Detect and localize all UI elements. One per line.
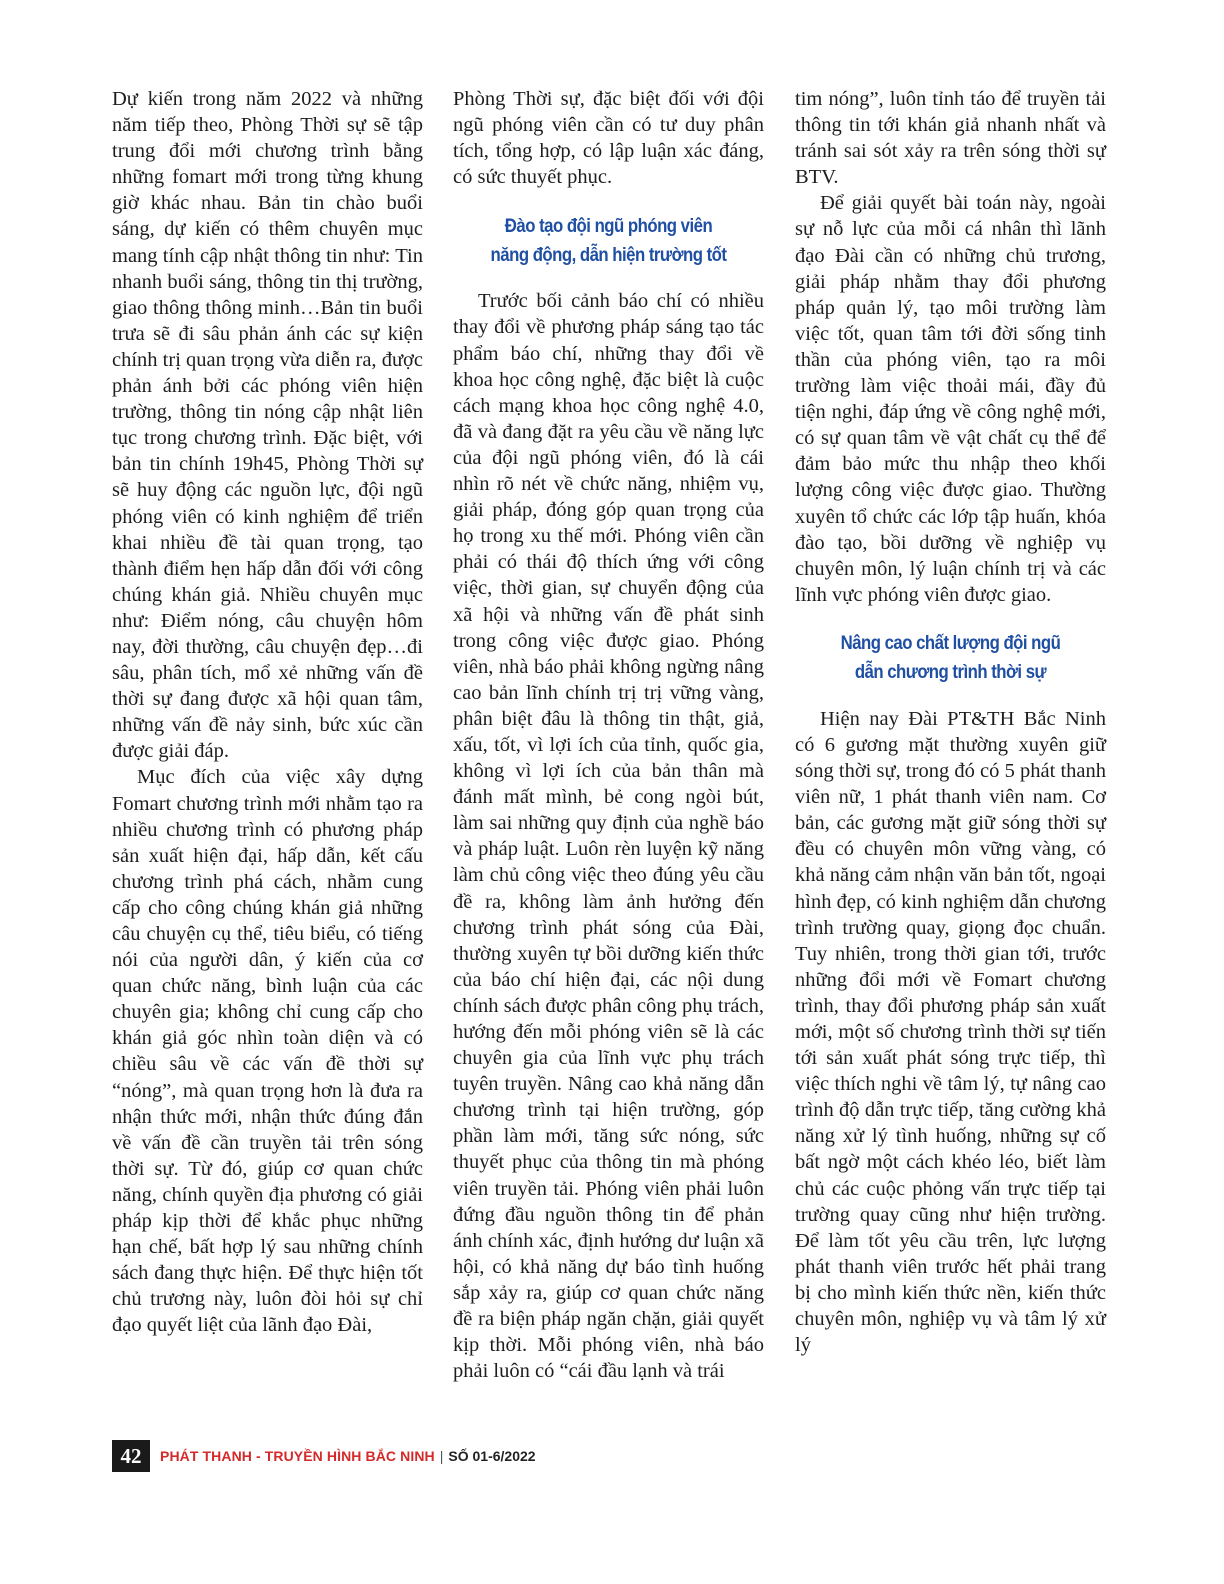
paragraph: tim nóng”, luôn tỉnh táo để truyền tải thông tin tới khán giả nhanh nhất và tránh sai sót xảy ra trên sóng thời sự BTV.: [795, 88, 1106, 189]
page-number: 42: [112, 1440, 150, 1472]
magazine-title: PHÁT THANH - TRUYỀN HÌNH BẮC NINH: [160, 1448, 435, 1464]
paragraph: Trước bối cảnh báo chí có nhiều thay đổi về phương pháp sáng tạo tác phẩm báo chí, những thay đổi về khoa học công nghệ, đặc biệt là cuộc cách mạng khoa học công nghệ 4.0, đã và đang đặt ra yêu cầu về năng lực của đội ngũ phóng viên, đó là cái nhìn rõ nét về chức năng, nhiệm vụ, giải pháp, đóng góp quan trọng của họ trong xu thế mới. Phóng viên cần phải có thái độ thích ứng với công việc, thời gian, sự chuyển động của xã hội và những vấn đề phát sinh trong công việc được giao. Phóng viên, nhà báo phải không ngừng nâng cao bản lĩnh chính trị trị vững vàng, phân biệt đâu là thông tin thật, giả, xấu, tốt, vì lợi ích của tỉnh, quốc gia, không vì lợi ích của bản thân mà đánh mất mình, bẻ cong ngòi bút, làm sai những quy định của nghề báo và pháp luật. Luôn rèn luyện kỹ năng làm chủ công việc theo đúng yêu cầu đề ra, không làm ảnh hưởng đến chương trình phát sóng của Đài, thường xuyên tự bồi dưỡng kiến thức của báo chí hiện đại, các nội dung chính sách được phân công phụ trách, hướng đến mỗi phóng viên sẽ là các chuyên gia của lĩnh vực phụ trách tuyên truyền. Nâng cao khả năng dẫn chương trình tại hiện trường, góp phần làm mới, tăng sức nóng, sức thuyết phục của thông tin mà phóng viên truyền tải. Phóng viên phải luôn đứng đầu nguồn thông tin để phản ánh chính xác, định hướng dư luận xã hội, có khả năng dự báo tình huống sắp xảy ra, giúp cơ quan chức năng đề ra biện pháp ngăn chặn, giải quyết kịp thời. Mỗi phóng viên, nhà báo phải luôn có “cái đầu lạnh và trái: [453, 290, 764, 1383]
section-heading-line: dẫn chương trình thời sự: [854, 660, 1047, 683]
section-heading-line: năng động, dẫn hiện trường tốt: [490, 244, 727, 267]
paragraph: Dự kiến trong năm 2022 và những năm tiếp theo, Phòng Thời sự sẽ tập trung đổi mới chương trình bằng những fomart mới trong từng khung giờ khác nhau. Bản tin chào buổi sáng, dự kiến có thêm chuyên mục mang tính cập nhật thông tin như: Tin nhanh buổi sáng, thông tin thị trường, giao thông thông minh…Bản tin buổi trưa sẽ đi sâu phản ánh các sự kiện chính trị quan trọng vừa diễn ra, được phản ánh bởi các phóng viên hiện trường, thông tin nóng cập nhật liên tục trong chương trình. Đặc biệt, với bản tin chính 19h45, Phòng Thời sự sẽ huy động các nguồn lực, đội ngũ phóng viên có kinh nghiệm để triển khai nhiều đề tài quan trọng, tạo thành điểm hẹn hấp dẫn đối với công chúng khán giả. Nhiều chuyên mục như: Điểm nóng, câu chuyện hôm nay, đời thường, câu chuyện đẹp…đi sâu, phân tích, mổ xẻ những vấn đề thời sự đang được xã hội quan tâm, những vấn đề nảy sinh, bức xúc cần được giải đáp.: [112, 88, 423, 763]
paragraph: Mục đích của việc xây dựng Fomart chương trình mới nhằm tạo ra nhiều chương trình có phương pháp sản xuất hiện đại, hấp dẫn, kết cấu chương trình phá cách, nhằm cung cấp cho công chúng khán giả những câu chuyện cụ thể, tiêu biểu, có tiếng nói của người dân, ý kiến của cơ quan chức năng, bình luận của các chuyên gia; không chỉ cung cấp cho khán giả góc nhìn toàn diện và có chiều sâu về các vấn đề thời sự “nóng”, mà quan trọng hơn là đưa ra nhận thức mới, nhận thức đúng đắn về vấn đề cần truyền tải trên sóng thời sự. Từ đó, giúp cơ quan chức năng, chính quyền địa phương có giải pháp kịp thời để khắc phục những hạn chế, bất hợp lý sau những chính sách đang thực hiện. Để thực hiện tốt chủ trương này, luôn đòi hỏi sự chỉ đạo quyết liệt của lãnh đạo Đài,: [112, 766, 423, 1337]
section-heading: [817, 629, 1084, 687]
footer-separator: |: [439, 1448, 444, 1464]
paragraph: Hiện nay Đài PT&TH Bắc Ninh có 6 gương mặt thường xuyên giữ sóng thời sự, trong đó có 5 phát thanh viên nữ, 1 phát thanh viên nam. Cơ bản, các gương mặt giữ sóng thời sự đều có chuyên môn vững vàng, có khả năng cảm nhận văn bản tốt, ngoại hình đẹp, có kinh nghiệm dẫn chương trình trường quay, giọng đọc chuẩn. Tuy nhiên, trong thời gian tới, trước những đổi mới về Fomart chương trình, thay đổi phương pháp sản xuất mới, một số chương trình thời sự tiến tới sản xuất phát sóng trực tiếp, thì việc thích nghi về tâm lý, tự nâng cao trình độ dẫn trực tiếp, tăng cường khả năng xử lý tình huống, những sự cố bất ngờ một cách khéo léo, biết làm chủ các cuộc phỏng vấn trực tiếp tại trường quay cũng như hiện trường. Để làm tốt yêu cầu trên, lực lượng phát thanh viên trước hết phải trang bị cho mình kiến thức nền, kiến thức chuyên môn, nghiệp vụ và tâm lý xử lý: [795, 707, 1106, 1357]
section-heading-line: Nâng cao chất lượng đội ngũ: [840, 631, 1061, 654]
page-footer: [112, 1440, 536, 1472]
issue-label: SỐ 01-6/2022: [448, 1448, 536, 1464]
article-column-2: [453, 86, 764, 1384]
article-column-3: [795, 86, 1106, 1358]
section-heading-line: Đào tạo đội ngũ phóng viên: [504, 215, 713, 238]
article-column-1: [112, 86, 423, 1339]
paragraph: Phòng Thời sự, đặc biệt đối với đội ngũ phóng viên cần có tư duy phân tích, tổng hợp, có lập luận xác đáng, có sức thuyết phục.: [453, 88, 764, 189]
paragraph: Để giải quyết bài toán này, ngoài sự nỗ lực của mỗi cá nhân thì lãnh đạo Đài cần có những chủ trương, giải pháp nhằm thay đổi phương pháp quản lý, tạo môi trường làm việc tốt, quan tâm tới đời sống tinh thần của phóng viên, tạo ra môi trường làm việc thoải mái, đầy đủ tiện nghi, đáp ứng về công nghệ mới, có sự quan tâm về vật chất cụ thể để đảm bảo mức thu nhập theo khối lượng công việc được giao. Thường xuyên tổ chức các lớp tập huấn, khóa đào tạo, bồi dưỡng về nghiệp vụ chuyên môn, lý luận chính trị và các lĩnh vực phóng viên được giao.: [795, 192, 1106, 606]
section-heading: [475, 212, 742, 270]
